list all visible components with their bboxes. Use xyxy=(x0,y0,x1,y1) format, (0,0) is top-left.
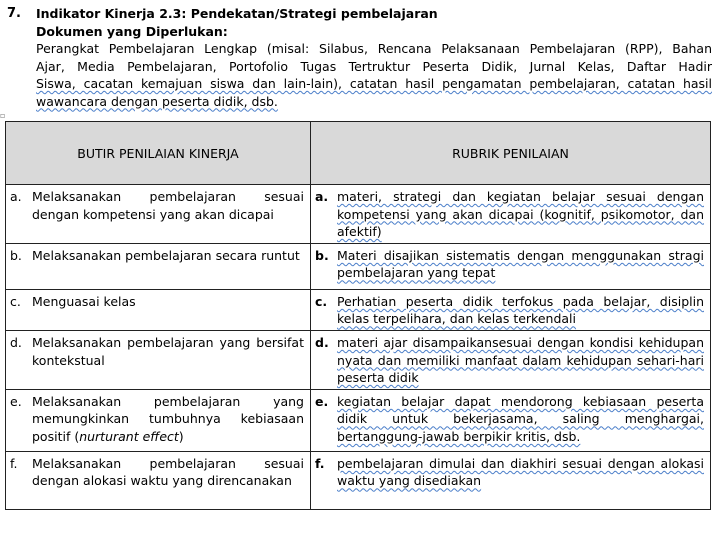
rubrik-text: pembelajaran dimulai dan diakhiri sesuai dengan alokasi waktu yang disediakan xyxy=(337,455,704,489)
table-row xyxy=(6,243,711,289)
rubrik-text: Perhatian peserta didik terfokus pada belajar, disiplin kelas terpelihara, dan kelas terkendali xyxy=(337,293,704,327)
table-row xyxy=(6,289,711,330)
rubrik-letter: d. xyxy=(315,334,329,350)
table-row xyxy=(6,330,711,389)
rubrik-letter: e. xyxy=(315,393,329,409)
section-header xyxy=(36,5,712,110)
documents-label: Dokumen yang Diperlukan: xyxy=(36,23,228,39)
header-rubrik: RUBRIK PENILAIAN xyxy=(311,122,711,185)
rubrik-text: Materi disajikan sistematis dengan menggunakan stragi pembelajaran yang tepat xyxy=(337,247,704,281)
rubrik-cell xyxy=(311,389,711,451)
table-header-row xyxy=(6,122,711,185)
butir-letter: c. xyxy=(10,293,21,309)
table-move-handle-icon[interactable]: ▫ xyxy=(0,111,6,120)
rubrik-cell xyxy=(311,289,711,330)
table-row xyxy=(6,451,711,509)
table-row xyxy=(6,185,711,244)
rubrik-cell xyxy=(311,185,711,244)
butir-text: Melaksanakan pembelajaran secara runtut xyxy=(32,247,300,263)
rubrik-text: materi, strategi dan kegiatan belajar sesuai dengan kompetensi yang akan dicapai (kognitif, psikomotor, dan afektif) xyxy=(337,189,704,240)
butir-text: Melaksanakan pembelajaran yang bersifat kontekstual xyxy=(32,334,304,368)
butir-letter: b. xyxy=(10,247,22,263)
butir-cell xyxy=(6,185,311,244)
rubrik-cell xyxy=(311,243,711,289)
documents-desc-line-3: Siswa, cacatan kemajuan siswa dan lain-lain), catatan hasil pengamatan pembelajaran, catatan hasil xyxy=(36,76,712,91)
documents-desc-line-1: Perangkat Pembelajaran Lengkap (misal: Silabus, Rencana Pelaksanaan Pembelajaran (RPP), Bahan xyxy=(36,41,712,56)
butir-letter: f. xyxy=(10,455,18,471)
rubrik-letter: c. xyxy=(315,293,328,309)
rubrik-letter: f. xyxy=(315,455,325,471)
butir-cell xyxy=(6,289,311,330)
butir-cell xyxy=(6,330,311,389)
section-number: 7. xyxy=(7,6,21,21)
indicator-title: Indikator Kinerja 2.3: Pendekatan/Strategi pembelajaran xyxy=(36,6,438,21)
rubrik-cell xyxy=(311,451,711,509)
rubrik-text: materi ajar disampaikansesuai dengan kondisi kehidupan nyata dan memiliki manfaat dalam kehidupan sehari-hari peserta didik xyxy=(337,334,704,386)
butir-text: Menguasai kelas xyxy=(32,293,136,309)
rubrik-cell xyxy=(311,330,711,389)
butir-text: Melaksanakan pembelajaran sesuai dengan alokasi waktu yang direncanakan xyxy=(32,455,304,489)
assessment-table xyxy=(5,121,711,510)
butir-text: Melaksanakan pembelajaran yang memungkinkan tumbuhnya kebiasaan positif (nurturant effect) xyxy=(32,393,304,444)
butir-letter: d. xyxy=(10,334,22,350)
documents-desc-line-2: Ajar, Media Pembelajaran, Portofolio Tugas Tertruktur Peserta Didik, Jurnal Kelas, Daftar Hadir xyxy=(36,58,712,74)
butir-cell xyxy=(6,389,311,451)
documents-desc-line-4: wawancara dengan peserta didik, dsb. xyxy=(36,93,278,109)
rubrik-text: kegiatan belajar dapat mendorong kebiasaan peserta didik untuk bekerjasama, saling menghargai, bertanggung-jawab berpikir kritis, dsb. xyxy=(337,393,704,444)
butir-cell xyxy=(6,451,311,509)
header-butir: BUTIR PENILAIAN KINERJA xyxy=(6,122,311,185)
rubrik-letter: b. xyxy=(315,247,329,263)
butir-text: Melaksanakan pembelajaran sesuai dengan kompetensi yang akan dicapai xyxy=(32,189,304,222)
butir-cell xyxy=(6,243,311,289)
butir-letter: a. xyxy=(10,189,22,204)
butir-letter: e. xyxy=(10,393,22,409)
table-row xyxy=(6,389,711,451)
rubrik-letter: a. xyxy=(315,189,329,204)
